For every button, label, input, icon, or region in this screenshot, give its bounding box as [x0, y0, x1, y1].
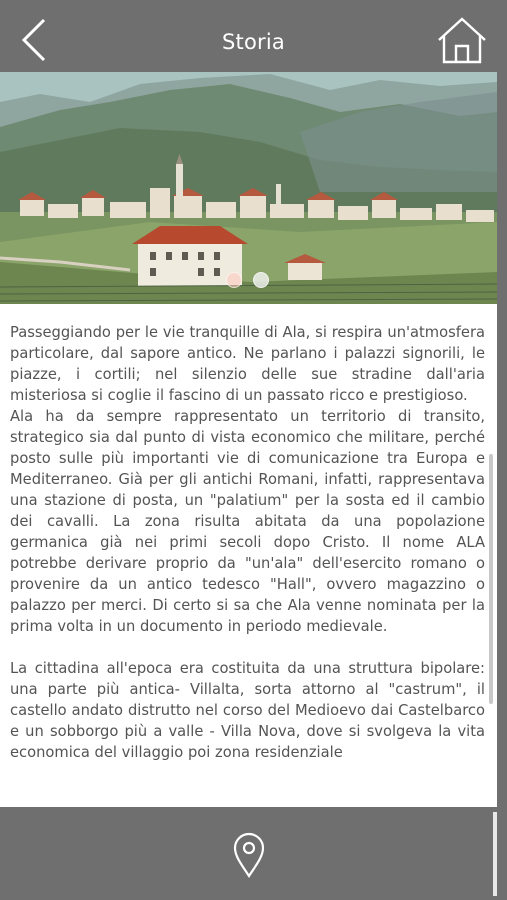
town-illustration: [0, 72, 497, 304]
carousel-dots: [226, 272, 269, 288]
paragraph: Passeggiando per le vie tranquille di Ala, si respira un'atmosfera particolare, dal sapore antico. Ne parlano i palazzi signorili, le piazze, i cortili; nel silenzio delle sue stradine dall'aria misteriosa si coglie il fascino di un passato ricco e prestigioso.: [10, 324, 485, 404]
story-content[interactable]: [0, 304, 497, 807]
paragraph: Ala ha da sempre rappresentato un territorio di transito, strategico sia dal punto di vista economico che militare, perché posto sulle più importanti vie di comunicazione tra Europa e Mediterraneo. Già per gli antichi Romani, infatti, rappresentava una stazione di posta, un "palatium" per la sosta ed il cambio dei cavalli. La zona risulta abitata da una popolazione germanica già nei primi secoli dopo Cristo. Il nome ALA potrebbe derivare proprio da "un'ala" dell'esercito romano o provenire da un antico tedesco "Hall", ovvero magazzino o palazzo per merci. Di certo si sa che Ala venne nominata per la prima volta in un documento in periodo medievale.: [10, 408, 485, 635]
spacer: [10, 637, 485, 658]
carousel-dot[interactable]: [253, 272, 269, 288]
paragraph: La cittadina all'epoca era costituita da una struttura bipolare: una parte più antica- Villalta, sorta attorno al "castrum", il castello andato distrutto nel corso del Medioevo dai Castelbarco e un sobborgo più a valle - Villa Nova, dove si svolgeva la vita economica del villaggio poi zona residenziale: [10, 660, 485, 761]
page-title: Storia: [222, 30, 285, 54]
scrollbar[interactable]: [489, 454, 493, 704]
hero-image[interactable]: [0, 72, 497, 304]
story-text: [0, 304, 497, 763]
edge-indicator: [493, 812, 497, 896]
top-bar: [0, 0, 507, 72]
map-pin-icon[interactable]: [232, 832, 266, 878]
home-icon[interactable]: [437, 16, 487, 64]
carousel-dot[interactable]: [226, 272, 242, 288]
